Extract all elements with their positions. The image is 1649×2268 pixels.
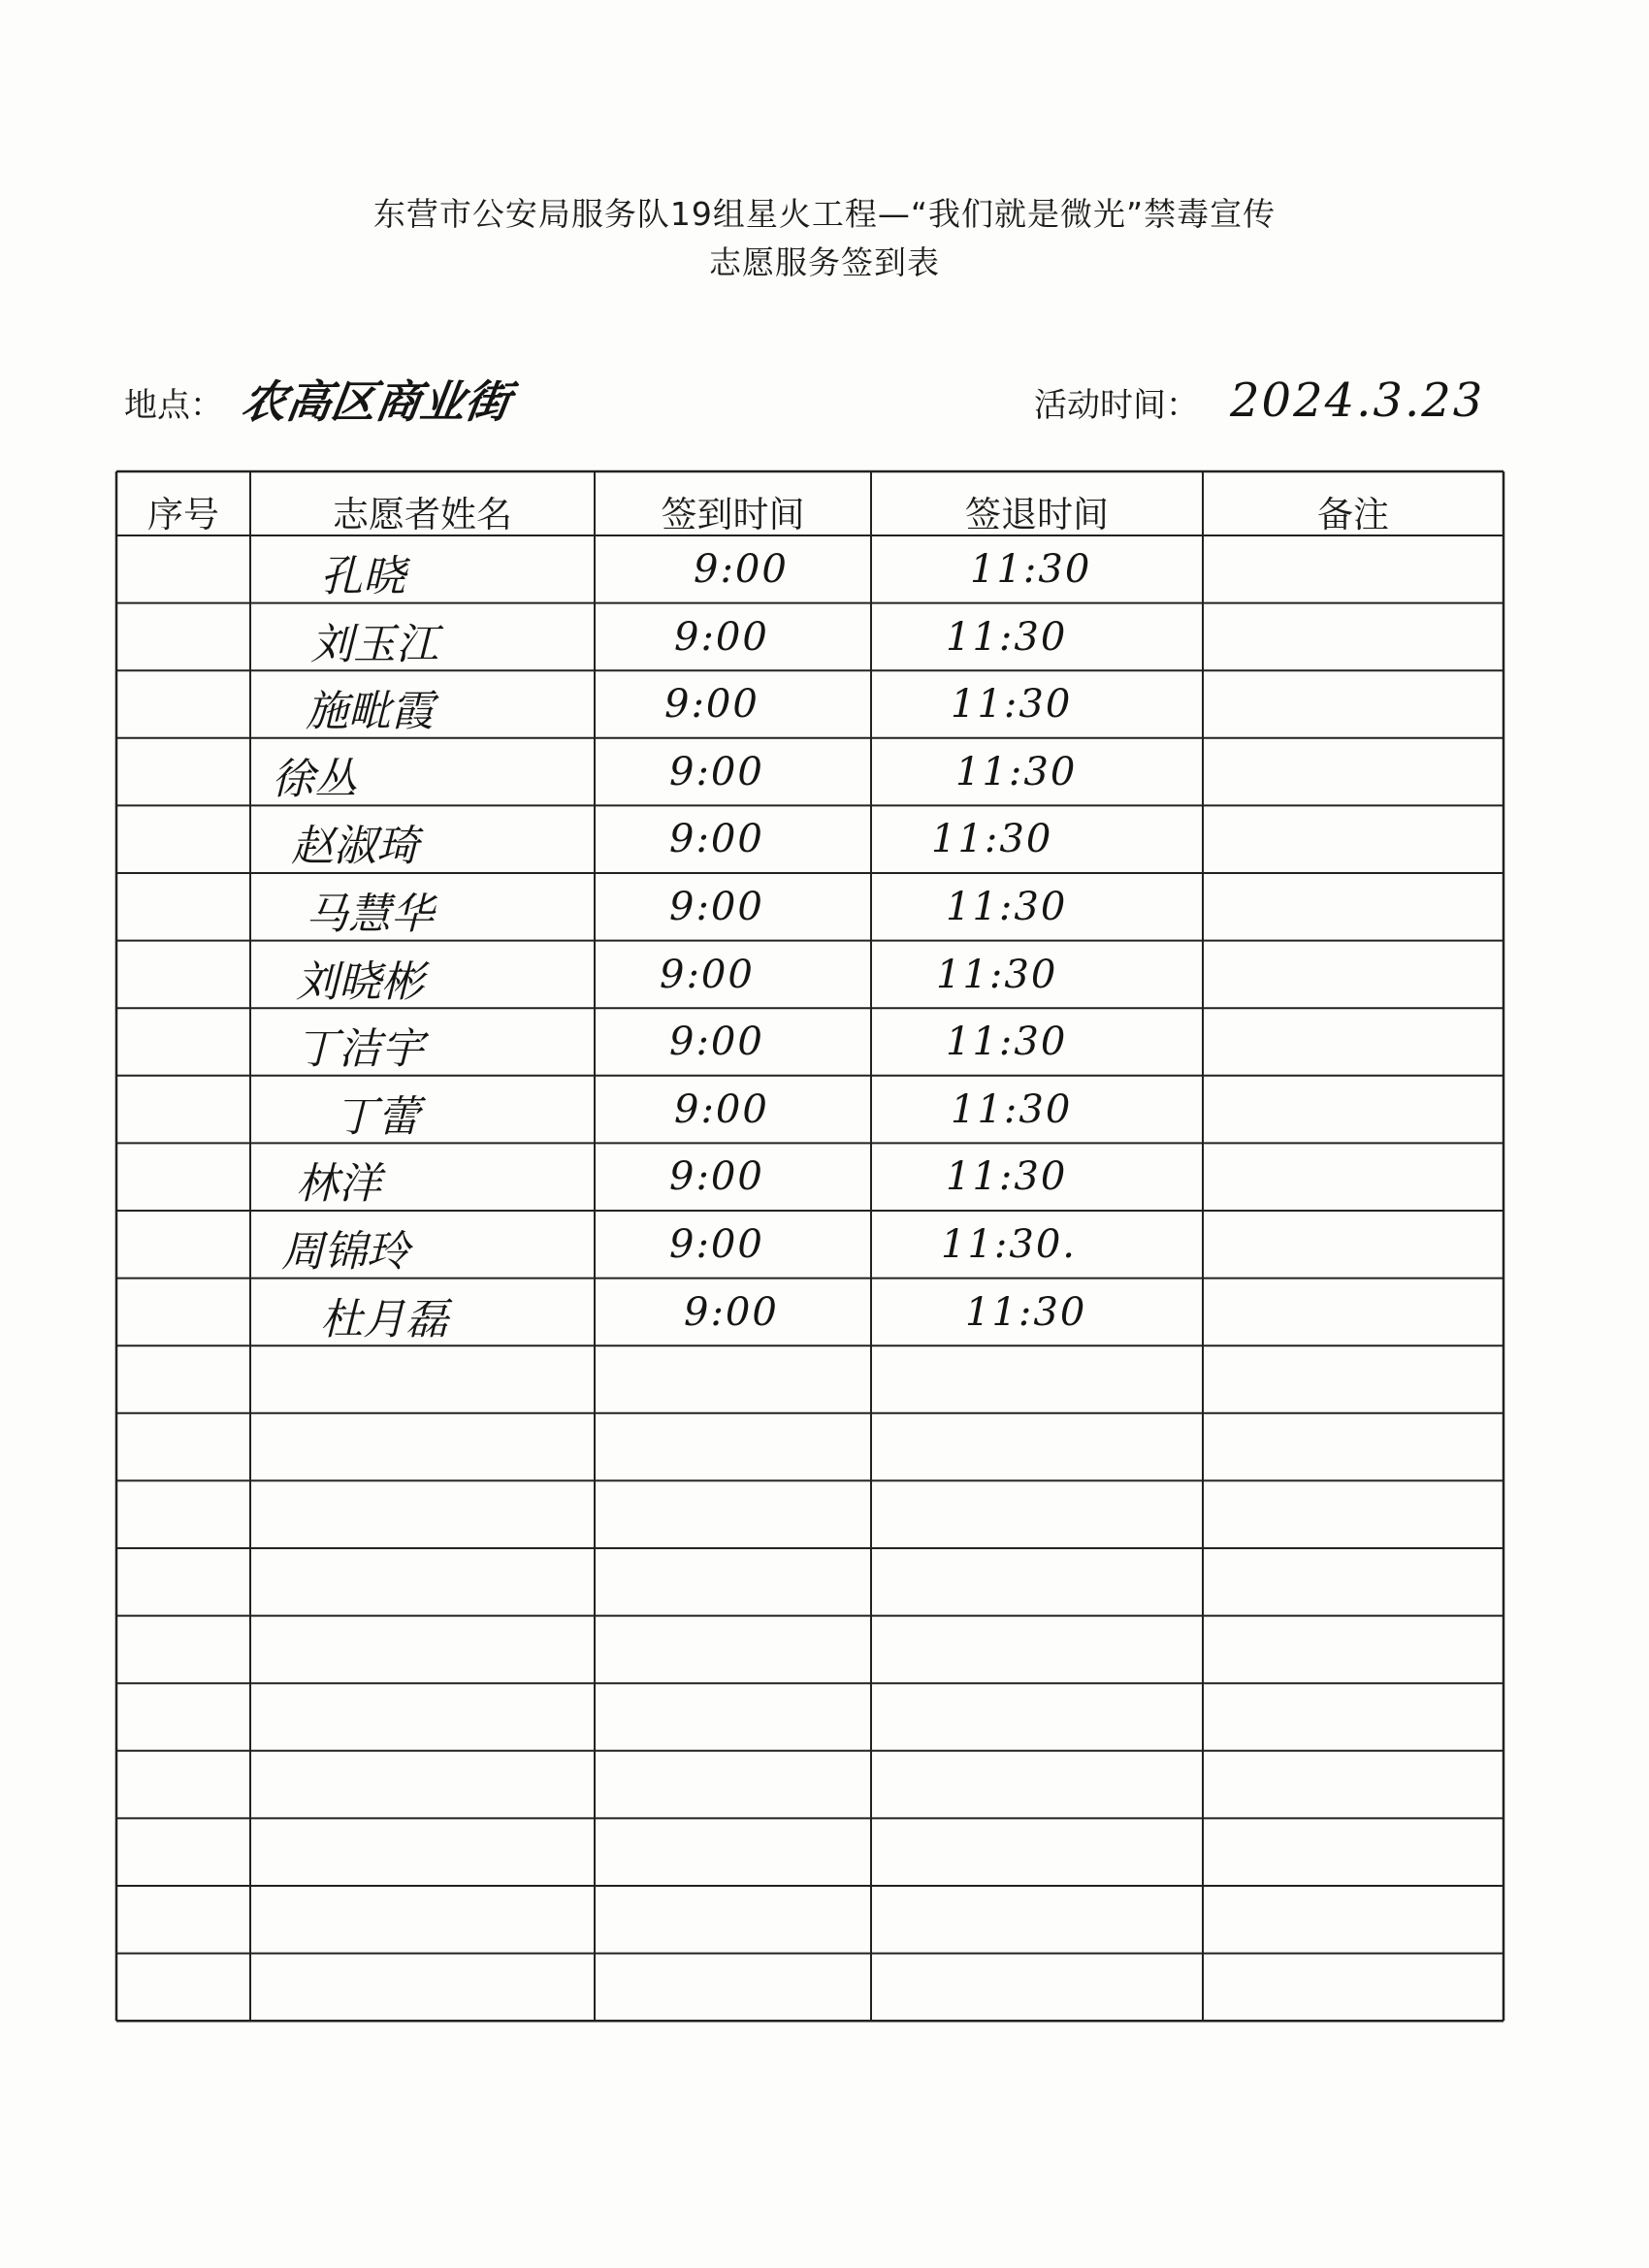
sign-out-time: 11:30: [946, 1020, 1068, 1065]
sign-in-time: 9:00: [664, 682, 760, 728]
sign-in-time: 9:00: [669, 817, 764, 862]
volunteer-name: 马慧华: [306, 890, 434, 939]
sign-out-time: 11:30: [946, 614, 1068, 660]
sign-in-time: 9:00: [674, 614, 769, 660]
volunteer-name: 孔晓: [320, 552, 405, 601]
volunteer-name: 徐丛: [272, 754, 357, 804]
activity-time-value: 2024.3.23: [1230, 373, 1485, 428]
sign-in-time: 9:00: [669, 749, 764, 794]
sign-in-time: 9:00: [669, 1154, 764, 1200]
sign-out-time: 11:30: [931, 817, 1053, 862]
sign-out-time: 11:30: [955, 749, 1078, 794]
volunteer-name: 丁洁宇: [296, 1024, 424, 1075]
sign-in-time: 9:00: [669, 1222, 764, 1267]
column-header-sign-in: 签到时间: [661, 494, 805, 535]
sign-out-time: 11:30: [965, 1289, 1087, 1335]
volunteer-name: 周锦玲: [281, 1227, 409, 1277]
sign-out-time: 11:30.: [941, 1222, 1077, 1267]
volunteer-name: 刘玉江: [310, 619, 438, 669]
volunteer-name: 杜月磊: [320, 1294, 448, 1345]
sign-out-time: 11:30: [936, 952, 1058, 997]
sheet-title-line1: 东营市公安局服务队19组星火工程—“我们就是微光”禁毒宣传: [372, 195, 1277, 233]
volunteer-name: 林洋: [296, 1159, 381, 1210]
sign-in-time: 9:00: [694, 547, 789, 592]
column-header-index: 序号: [147, 494, 219, 535]
sign-out-time: 11:30: [946, 885, 1068, 929]
column-header-name: 志愿者姓名: [333, 494, 512, 535]
location-value: 农高区商业街: [238, 375, 514, 428]
volunteer-name: 丁蕾: [335, 1091, 420, 1142]
volunteer-name: 赵淑琦: [291, 822, 419, 872]
sign-in-time: 9:00: [669, 1020, 764, 1065]
volunteer-name: 刘晓彬: [296, 956, 424, 1007]
sign-out-time: 11:30: [946, 1154, 1068, 1200]
volunteer-name: 施毗霞: [306, 687, 434, 737]
sign-out-time: 11:30: [970, 547, 1092, 592]
location-label: 地点：: [124, 386, 223, 425]
column-header-sign-out: 签退时间: [965, 494, 1109, 535]
activity-time-label: 活动时间：: [1034, 386, 1199, 425]
sign-in-time: 9:00: [660, 952, 755, 997]
sign-out-time: 11:30: [951, 1086, 1073, 1132]
sign-in-time: 9:00: [684, 1289, 779, 1335]
sign-in-time: 9:00: [669, 885, 764, 929]
sheet-title-line2: 志愿服务签到表: [709, 243, 940, 281]
sign-in-time: 9:00: [674, 1086, 769, 1132]
column-header-remarks: 备注: [1317, 494, 1389, 535]
sign-out-time: 11:30: [951, 682, 1073, 728]
